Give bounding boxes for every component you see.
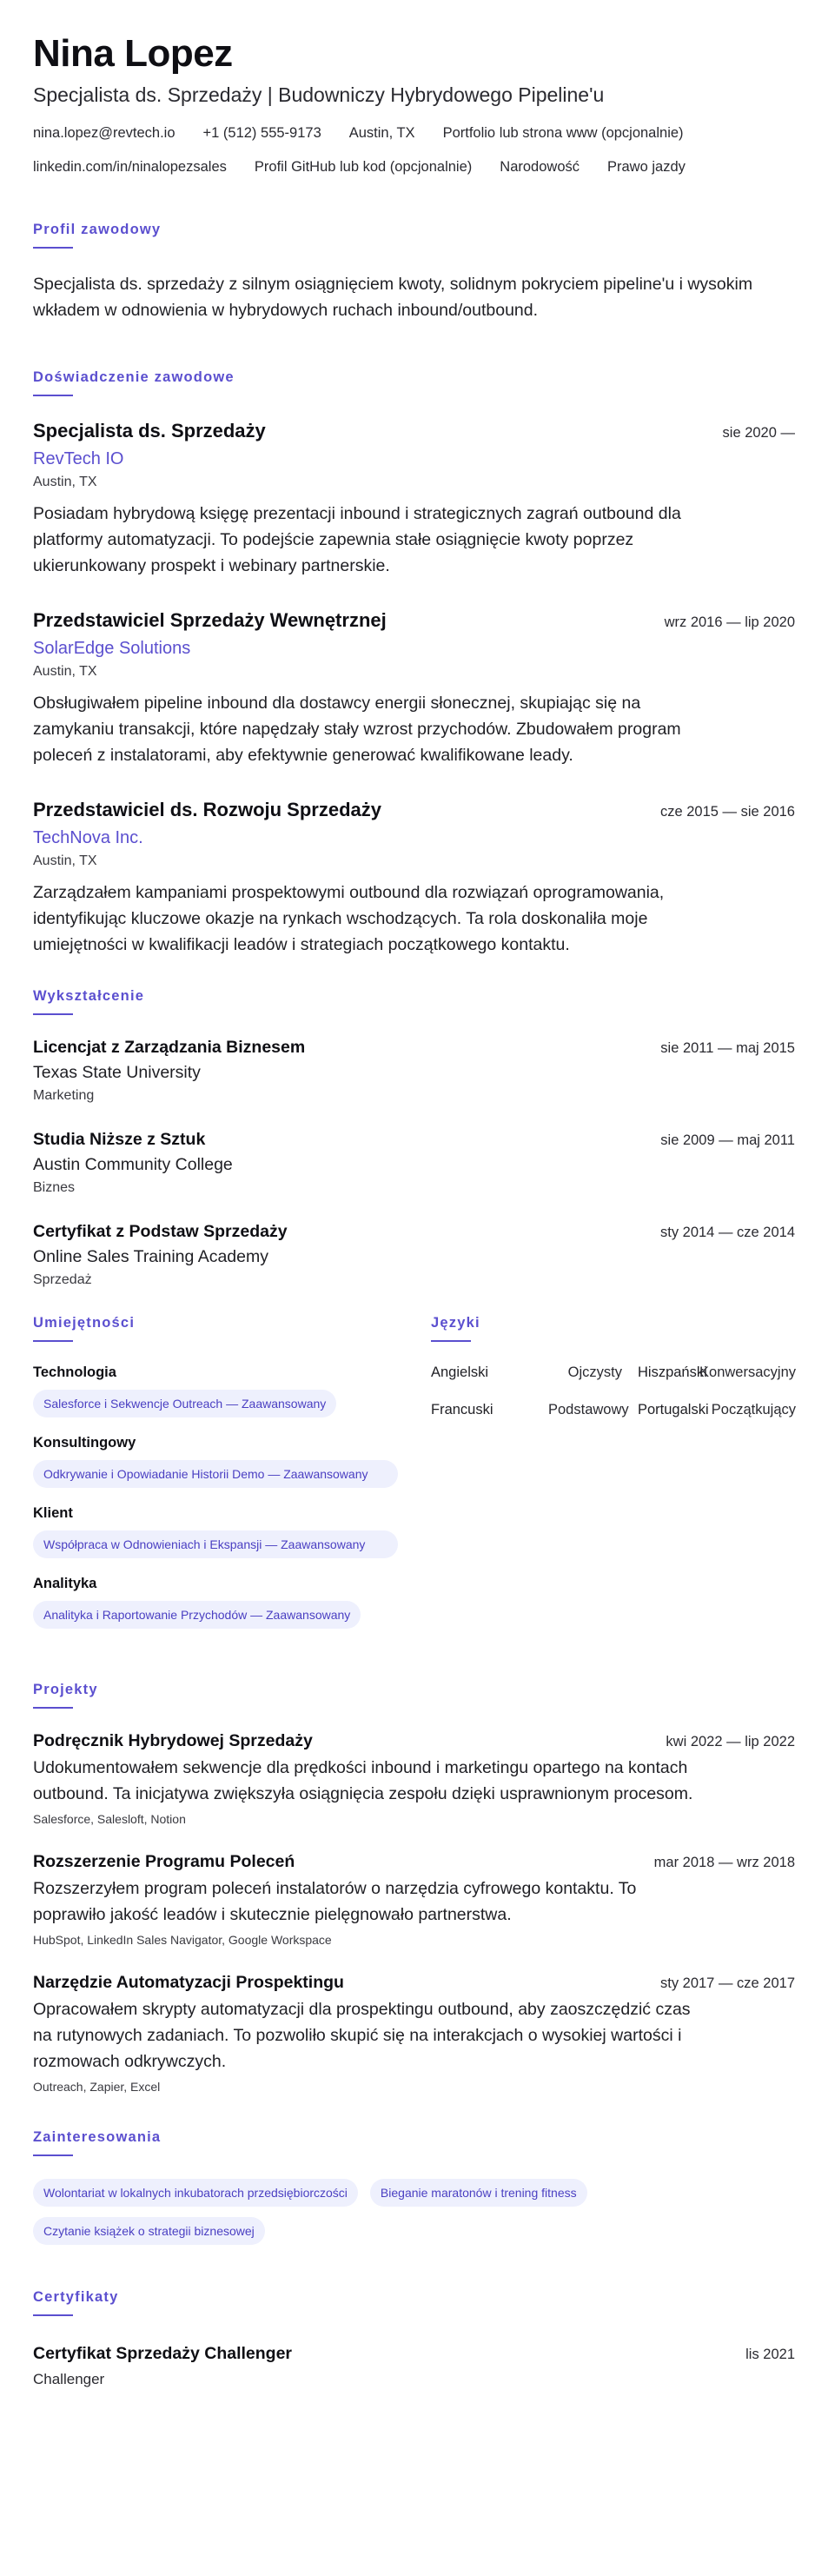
certificate-issuer: Challenger [33,2371,105,2387]
interest-chip: Wolontariat w lokalnych inkubatorach przedsiębiorczości [33,2179,358,2207]
skill-chip: Odkrywanie i Opowiadanie Historii Demo — Zaawansowany [33,1460,398,1488]
skill-group-name: Analityka [33,1576,97,1591]
language-level: Początkujący [711,1402,796,1417]
contact-driving-license: Prawo jazdy [607,159,686,175]
skill-chip: Analityka i Raportowanie Przychodów — Zaawansowany [33,1601,361,1629]
skill-chip: Salesforce i Sekwencje Outreach — Zaawansowany [33,1390,336,1417]
job-description: Posiadam hybrydową księgę prezentacji inbound i strategicznych zagrań outbound dla platformy automatyzacji. To podejście zapewnia stałe osiągnięcie kwoty poprzez ukierunkowany prospekt i webinary partnerskie. [33,504,681,575]
skills-languages-row [33,1314,795,1646]
project-dates: kwi 2022 — lip 2022 [666,1734,795,1749]
section-divider [33,2314,73,2316]
job-description: Zarządzałem kampaniami prospektowymi outbound dla rozwiązań oprogramowania, identyfikując kluczowe okazje na rynkach wschodzących. Ta rola doskonaliła moje umiejętności w kwalifikacji leadów i strategiach początkowego kontaktu. [33,883,665,954]
profile-summary: Specjalista ds. sprzedaży z silnym osiągnięciem kwoty, solidnym pokryciem pipeline'u i wysokim wkładem w odnowienia w hybrydowych ruchach inbound/outbound. [33,275,753,320]
job-location: Austin, TX [33,853,97,868]
job-dates: wrz 2016 — lip 2020 [664,614,795,630]
degree-title: Studia Niższe z Sztuk [33,1130,206,1149]
section-divider [33,2154,73,2156]
certificate-entry [33,2344,795,2388]
skill-group [33,1435,398,1488]
project-description: Opracowałem skrypty automatyzacji dla prospektingu outbound, aby zaoszczędzić czas na rutynowych zadaniach. To pozwoliło skupić się na interakcjach o wysokiej wartości i rozmowach odkrywczych. [33,2000,691,2071]
section-divider [33,395,73,396]
contact-github[interactable]: Profil GitHub lub kod (opcjonalnie) [254,159,473,175]
languages-grid [431,1364,795,1418]
section-divider [33,247,73,249]
contact-linkedin[interactable]: linkedin.com/in/ninalopezsales [33,159,227,175]
section-title-projects: Projekty [33,1682,98,1697]
experience-entry [33,798,795,958]
school-name: Texas State University [33,1063,201,1082]
interests-list [33,2179,693,2245]
language-level: Konwersacyjny [699,1364,796,1380]
job-location: Austin, TX [33,475,97,489]
job-dates: sie 2020 — [722,425,795,441]
job-title: Specjalista ds. Sprzedaży [33,420,266,442]
field-of-study: Biznes [33,1180,76,1195]
school-name: Online Sales Training Academy [33,1247,268,1266]
contact-location: Austin, TX [348,125,415,141]
skill-group-name: Klient [33,1505,73,1521]
section-title-education: Wykształcenie [33,988,145,1004]
contact-row-secondary [33,159,795,176]
section-title-profile: Profil zawodowy [33,222,162,237]
section-title-experience: Doświadczenie zawodowe [33,369,235,385]
certificate-name: Certyfikat Sprzedaży Challenger [33,2344,293,2363]
project-entry [33,1973,795,2094]
skill-chip: Współpraca w Odnowieniach i Ekspansji — Zaawansowany [33,1530,398,1558]
skill-group [33,1505,398,1558]
education-dates: sty 2014 — cze 2014 [659,1225,795,1240]
section-title-certificates: Certyfikaty [33,2289,119,2305]
language-name: Angielski [431,1364,489,1380]
experience-entry [33,608,795,768]
candidate-headline: Specjalista ds. Sprzedaży | Budowniczy Hybrydowego Pipeline'u [33,83,605,106]
project-tools: HubSpot, LinkedIn Sales Navigator, Google Workspace [33,1933,332,1947]
language-name: Portugalski [638,1402,709,1417]
job-title: Przedstawiciel Sprzedaży Wewnętrznej [33,609,387,631]
candidate-name: Nina Lopez [33,32,233,75]
project-dates: mar 2018 — wrz 2018 [653,1855,795,1870]
contact-nationality: Narodowość [500,159,580,175]
section-title-interests: Zainteresowania [33,2129,162,2145]
section-divider [33,1340,73,1342]
section-divider [33,1707,73,1709]
skill-group [33,1576,398,1629]
job-company: SolarEdge Solutions [33,639,191,658]
degree-title: Licencjat z Zarządzania Biznesem [33,1038,306,1057]
education-entry [33,1038,795,1104]
education-dates: sie 2011 — maj 2015 [660,1040,795,1056]
language-name: Francuski [431,1402,493,1417]
job-company: TechNova Inc. [33,828,143,847]
project-name: Rozszerzenie Programu Poleceń [33,1852,295,1871]
education-entry [33,1222,795,1288]
project-tools: Outreach, Zapier, Excel [33,2080,161,2094]
skill-group [33,1364,398,1417]
field-of-study: Marketing [33,1088,95,1103]
project-dates: sty 2017 — cze 2017 [659,1975,795,1991]
field-of-study: Sprzedaż [33,1272,92,1287]
project-tools: Salesforce, Salesloft, Notion [33,1812,186,1826]
interests-section [33,2128,795,2245]
section-divider [431,1340,471,1342]
skill-group-name: Konsultingowy [33,1435,136,1451]
interest-chip: Bieganie maratonów i trening fitness [370,2179,587,2207]
project-name: Narzędzie Automatyzacji Prospektingu [33,1973,344,1992]
job-description: Obsługiwałem pipeline inbound dla dostawcy energii słonecznej, skupiając się na zamykaniu transakcji, które napędzały stały wzrost przychodów. Zbudowałem program poleceń z instalatorami, aby efektywnie generować kwalifikowane leady. [33,694,681,765]
experience-section [33,368,795,958]
education-section [33,987,795,1288]
section-divider [33,1013,73,1015]
project-description: Rozszerzyłem program poleceń instalatorów o narzędzia cyfrowego kontaktu. To poprawiło jakość leadów i skutecznie pielęgnowało partnerstwa. [33,1879,637,1924]
project-entry [33,1731,795,1826]
job-location: Austin, TX [33,664,97,679]
languages-section [431,1314,795,1646]
skills-section [33,1314,398,1646]
profile-section [33,221,795,323]
project-name: Podręcznik Hybrydowej Sprzedaży [33,1731,313,1750]
project-entry [33,1852,795,1947]
job-company: RevTech IO [33,449,124,468]
contact-portfolio[interactable]: Portfolio lub strona www (opcjonalnie) [442,125,684,141]
job-dates: cze 2015 — sie 2016 [659,804,795,820]
job-title: Przedstawiciel ds. Rozwoju Sprzedaży [33,799,381,820]
experience-entry [33,419,795,579]
skill-group-name: Technologia [33,1364,116,1380]
resume-header [33,31,795,176]
degree-title: Certyfikat z Podstaw Sprzedaży [33,1222,288,1241]
section-title-languages: Języki [431,1315,480,1331]
certificate-date: lis 2021 [745,2347,795,2362]
contact-email[interactable]: nina.lopez@revtech.io [33,125,176,141]
section-title-skills: Umiejętności [33,1315,136,1331]
education-dates: sie 2009 — maj 2011 [660,1132,795,1148]
contact-row [33,125,795,142]
certificates-section [33,2288,795,2388]
contact-phone[interactable]: +1 (512) 555-9173 [202,125,321,141]
language-name: Hiszpański [638,1364,707,1380]
projects-section [33,1681,795,2094]
interest-chip: Czytanie książek o strategii biznesowej [33,2217,265,2245]
education-entry [33,1130,795,1196]
school-name: Austin Community College [33,1155,233,1174]
language-level: Ojczysty [567,1364,622,1380]
project-description: Udokumentowałem sekwencje dla prędkości inbound i marketingu opartego na kontach outbound. Ta inicjatywa zwiększyła osiągnięcia zespołu dzięki usprawnionym procesom. [33,1758,693,1803]
language-level: Podstawowy [548,1402,629,1417]
